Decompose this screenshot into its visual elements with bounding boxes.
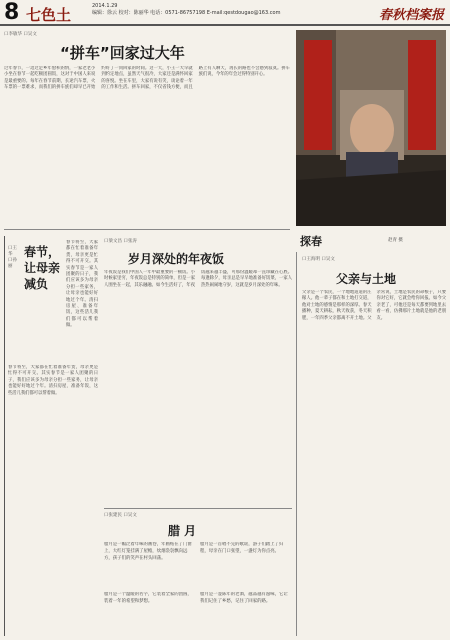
column-title: 春节，让母亲减负 xyxy=(24,245,61,291)
issue-date: 2014.1.29 xyxy=(92,3,118,9)
photo-caption-title: 探春 xyxy=(300,235,322,248)
column-intro: 春节将至，大家都在忙着准备年货，母亲更是忙得不可开交。其实春节是一家人团聚的日子，我们应该多为母亲分担一些家务，让母亲也能好好地过个年。清扫房屋、准备年饭，这些活儿我们都可以帮着做。 xyxy=(66,240,98,329)
article3-byline: 口王海明 口吴文 xyxy=(302,257,335,262)
column-divider xyxy=(296,252,297,636)
poem-title: 腊 月 xyxy=(168,524,197,538)
newspaper-logo: 春秋档案报 xyxy=(378,8,444,23)
column-byline: 口王华 口孙丽 xyxy=(8,246,17,269)
page-number: 8 xyxy=(4,0,20,25)
poem-stanza-1: 腊月是一幅泛着年味的画卷，年画贴在了门窗上，大红灯笼挂满了屋檐，炊烟袅袅飘向远方，孩子们的笑声在村头回荡。 xyxy=(104,542,192,561)
article3-body: 父亲是一个农民，一个地地道道的庄稼人。他一辈子都在和土地打交道，他对土地的感情是那样的深厚。春天播种，夏天耕耘，秋天收获，冬天积肥，一年四季父亲都离不开土地。父亲常说，土地是农民的命根子，只要你对它好，它就会给你回报。如今父亲老了，可他还是每天都要到地里去看一看，仿佛那片土地就是他的老朋友。 xyxy=(302,290,446,321)
section-title: 七色土 xyxy=(26,6,72,24)
article1-title: “拼车”回家过大年 xyxy=(60,44,185,62)
poem-stanza-4: 腊月是一壶陈年的老酒，越品越有滋味，它让我们记住了乡愁，记住了回家的路。 xyxy=(200,592,288,604)
article1-byline: 口李敏华 口吴文 xyxy=(4,32,37,37)
photo-image xyxy=(296,30,446,226)
masthead xyxy=(0,0,450,26)
poem-top-rule xyxy=(104,508,292,509)
column-body: 春节将至，大家都在忙着准备年货，母亲更是忙得不可开交。其实春节是一家人团聚的日子，我们应该多为母亲分担一些家务，让母亲也能好好地过个年。清扫房屋、准备年饭，这些活儿我们都可以帮着做。 xyxy=(8,365,98,396)
article3-title: 父亲与土地 xyxy=(336,272,397,286)
masthead-meta xyxy=(92,3,312,17)
divider xyxy=(4,229,290,230)
column-left-rule xyxy=(4,236,5,636)
poem-stanza-3: 腊月是一个温暖的名字，它装着全家的团圆，装着一年的希望和梦想。 xyxy=(104,592,192,604)
poem-byline: 口张建民 口吴文 xyxy=(104,513,137,518)
photo-caption-credit: 赵青 摄 xyxy=(388,238,403,243)
article1-body: 过年春节，一边过足乡年愈积的情，一家老老小小坐在春节一起吃顿团圆饭，这对于中国人来说是最重要的。每年在春节前期，长途汽车票、火车票的一票难求，而我们的拼车族们却早已开始约好了一同回家的时间。这一天，小王一大早就到约定地点，虽然天气很冷，大家还是满怀回家的喜悦。坐在车里，大家有说有笑，谈论着一年的工作和生活。拼车回家，不仅省钱方便，而且路上有人聊天，再长的路也不会感到寂寞。拼车族们说，今年的年会过得特别开心。 xyxy=(4,66,290,91)
editor-info: 编辑：徐云 校对：陈丽华 电话：0571-86757198 E-mail:qestdougao@163.com xyxy=(92,10,281,16)
photo-child-window xyxy=(296,30,446,226)
article2-byline: 口梁文昌 口张涛 xyxy=(104,239,137,244)
poem-stanza-2: 腊月是一首唱不完的歌谣，游子们踏上了归程，母亲在门口张望，一盏灯为你点亮。 xyxy=(200,542,284,554)
article2-title: 岁月深处的年夜饭 xyxy=(128,252,225,266)
article2-body: 年夜饭是我们中国人一年中最重要的一顿饭。小时候家里穷，年夜饭总是特别的简单，但是一家人围坐在一起，其乐融融。如今生活好了，年夜饭越来越丰盛，可那份温暖却一直珍藏在心底。每逢除夕，母亲总是早早地准备好饭菜，一家人热热闹闹地守岁，这就是岁月深处的年味。 xyxy=(104,270,292,288)
